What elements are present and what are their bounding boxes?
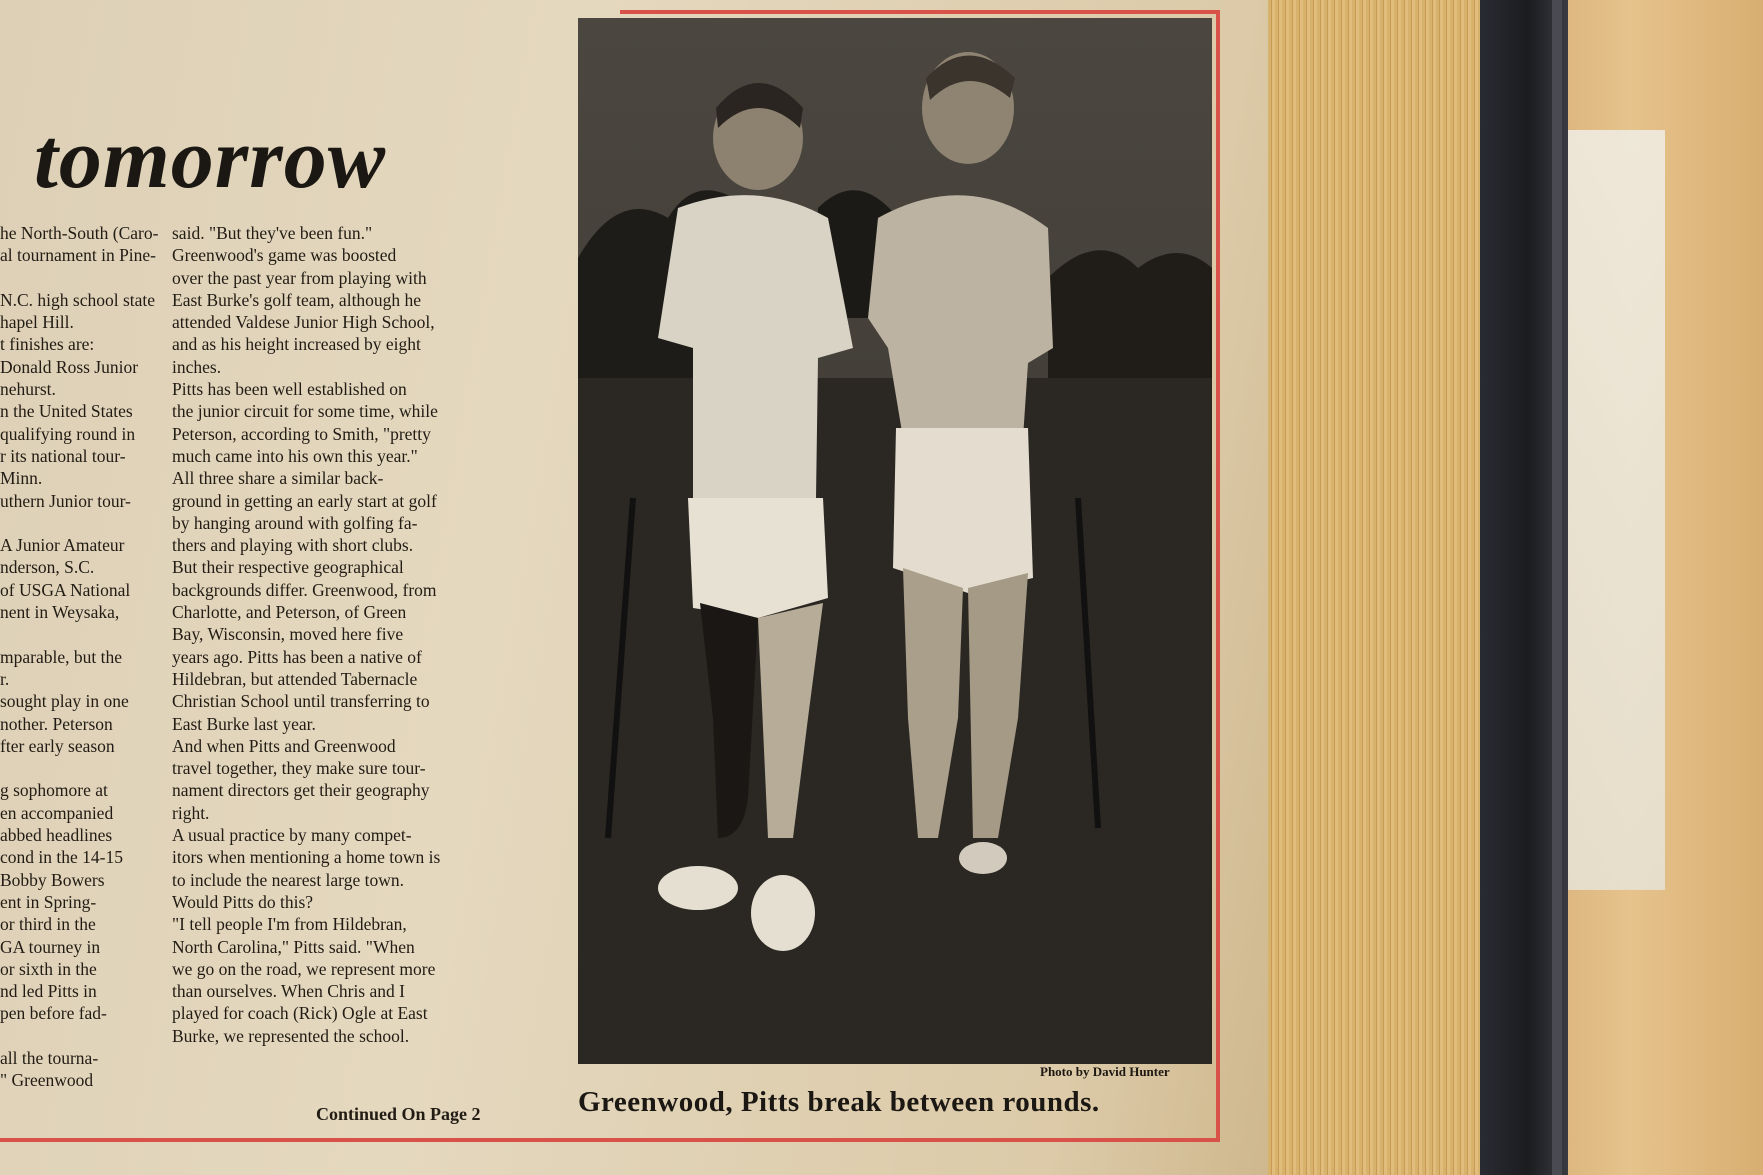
right-column-line: by hanging around with golfing fa- (172, 512, 418, 533)
right-column-line: than ourselves. When Chris and I (172, 981, 405, 1002)
left-column-line (0, 267, 190, 289)
left-column-line: t finishes are: (0, 334, 95, 355)
right-column-line: East Burke last year. (172, 713, 316, 734)
right-column-line: "I tell people I'm from Hildebran, (172, 914, 407, 935)
left-column-line: nderson, S.C. (0, 557, 95, 578)
page-stack (1268, 0, 1480, 1175)
right-column-line: the junior circuit for some time, while (172, 401, 438, 422)
article-column-right (172, 222, 552, 1047)
right-golfer-shorts (893, 428, 1033, 593)
left-column-line: en accompanied (0, 802, 114, 823)
right-column-line: Peterson, according to Smith, "pretty (172, 423, 431, 444)
left-column-line: nehurst. (0, 379, 56, 400)
photo-illustration (578, 18, 1212, 1064)
left-column-line: r its national tour- (0, 445, 126, 466)
right-column-line: A usual practice by many compet- (172, 825, 412, 846)
left-column-line: nd led Pitts in (0, 981, 97, 1002)
binder-spine-edge (1552, 0, 1562, 1175)
left-column-line: he North-South (Caro- (0, 223, 159, 243)
right-column-line: Hildebran, but attended Tabernacle (172, 668, 418, 689)
right-column-line: played for coach (Rick) Ogle at East (172, 1003, 428, 1024)
left-column-line (0, 757, 190, 779)
right-column-line: Burke, we represented the school. (172, 1025, 410, 1046)
right-column-line: Greenwood's game was boosted (172, 245, 397, 266)
right-column-line: itors when mentioning a home town is (172, 847, 441, 868)
right-column-line: Christian School until transferring to (172, 691, 430, 712)
right-column-line: And when Pitts and Greenwood (172, 735, 396, 756)
left-column-line: ent in Spring- (0, 891, 97, 912)
right-column-line: to include the nearest large town. (172, 869, 404, 890)
left-column-line: Bobby Bowers (0, 869, 105, 890)
left-column-line: n the United States (0, 401, 133, 422)
left-column-line: all the tourna- (0, 1047, 99, 1068)
left-column-line: g sophomore at (0, 780, 108, 801)
left-column-line: nent in Weysaka, (0, 602, 120, 623)
left-column-line: or third in the (0, 914, 96, 935)
left-column-line: uthern Junior tour- (0, 490, 131, 511)
right-column-line: backgrounds differ. Greenwood, from (172, 579, 437, 600)
continued-note: Continued On Page 2 (316, 1104, 481, 1124)
left-column-line: qualifying round in (0, 423, 136, 444)
left-column-line: r. (0, 668, 10, 689)
left-column-line: of USGA National (0, 579, 131, 600)
left-column-line: abbed headlines (0, 825, 113, 846)
left-column-line: cond in the 14-15 (0, 847, 123, 868)
left-column-line: fter early season (0, 735, 115, 756)
left-column-line: or sixth in the (0, 958, 97, 979)
left-column-line: GA tourney in (0, 936, 101, 957)
right-column-line: we go on the road, we represent more (172, 958, 436, 979)
left-column-line (0, 1025, 190, 1047)
left-golfer-shorts (688, 498, 828, 618)
photo-credit: Photo by David Hunter (1040, 1064, 1170, 1079)
left-column-line: pen before fad- (0, 1003, 107, 1024)
right-column-line: Charlotte, and Peterson, of Green (172, 602, 407, 623)
right-column-line: nament directors get their geography (172, 780, 430, 801)
left-column-line: Donald Ross Junior (0, 356, 139, 377)
right-column-line: All three share a similar back- (172, 468, 384, 489)
red-border-right (1216, 10, 1220, 1140)
left-column-line (0, 623, 190, 645)
right-column-line: Bay, Wisconsin, moved here five (172, 624, 404, 645)
right-column-line: years ago. Pitts has been a native of (172, 646, 422, 667)
left-column-line: sought play in one (0, 691, 129, 712)
right-column-line: East Burke's golf team, although he (172, 289, 422, 310)
right-column-line: inches. (172, 356, 222, 377)
left-column-line: mparable, but the (0, 646, 122, 667)
red-border-top (620, 10, 1220, 14)
article-column-left (0, 222, 190, 1092)
left-column-line: nother. Peterson (0, 713, 113, 734)
right-column-line: said. "But they've been fun." (172, 223, 373, 243)
photo-caption: Greenwood, Pitts break between rounds. (578, 1086, 1100, 1118)
right-column-line: and as his height increased by eight (172, 334, 421, 355)
right-column-line: North Carolina," Pitts said. "When (172, 936, 415, 957)
right-column-line: attended Valdese Junior High School, (172, 312, 435, 333)
right-column-line: travel together, they make sure tour- (172, 758, 426, 779)
left-column-line: Minn. (0, 468, 43, 489)
right-column-line: Would Pitts do this? (172, 891, 314, 912)
left-column-line: N.C. high school state (0, 289, 156, 310)
headline: tomorrow (34, 110, 387, 206)
right-column-line: right. (172, 802, 210, 823)
left-column-line: hapel Hill. (0, 312, 74, 333)
left-column-line: " Greenwood (0, 1070, 94, 1091)
red-border-bottom (0, 1138, 1220, 1142)
right-column-line: Pitts has been well established on (172, 379, 407, 400)
left-column-line: al tournament in Pine- (0, 245, 157, 266)
right-column-line: ground in getting an early start at golf (172, 490, 437, 511)
right-column-line: But their respective geographical (172, 557, 404, 578)
left-column-line (0, 512, 190, 534)
right-column-line: thers and playing with short clubs. (172, 535, 414, 556)
golfers-photo (578, 18, 1212, 1064)
right-column-line: much came into his own this year." (172, 445, 418, 466)
left-column-line: A Junior Amateur (0, 535, 125, 556)
right-column-line: over the past year from playing with (172, 267, 427, 288)
